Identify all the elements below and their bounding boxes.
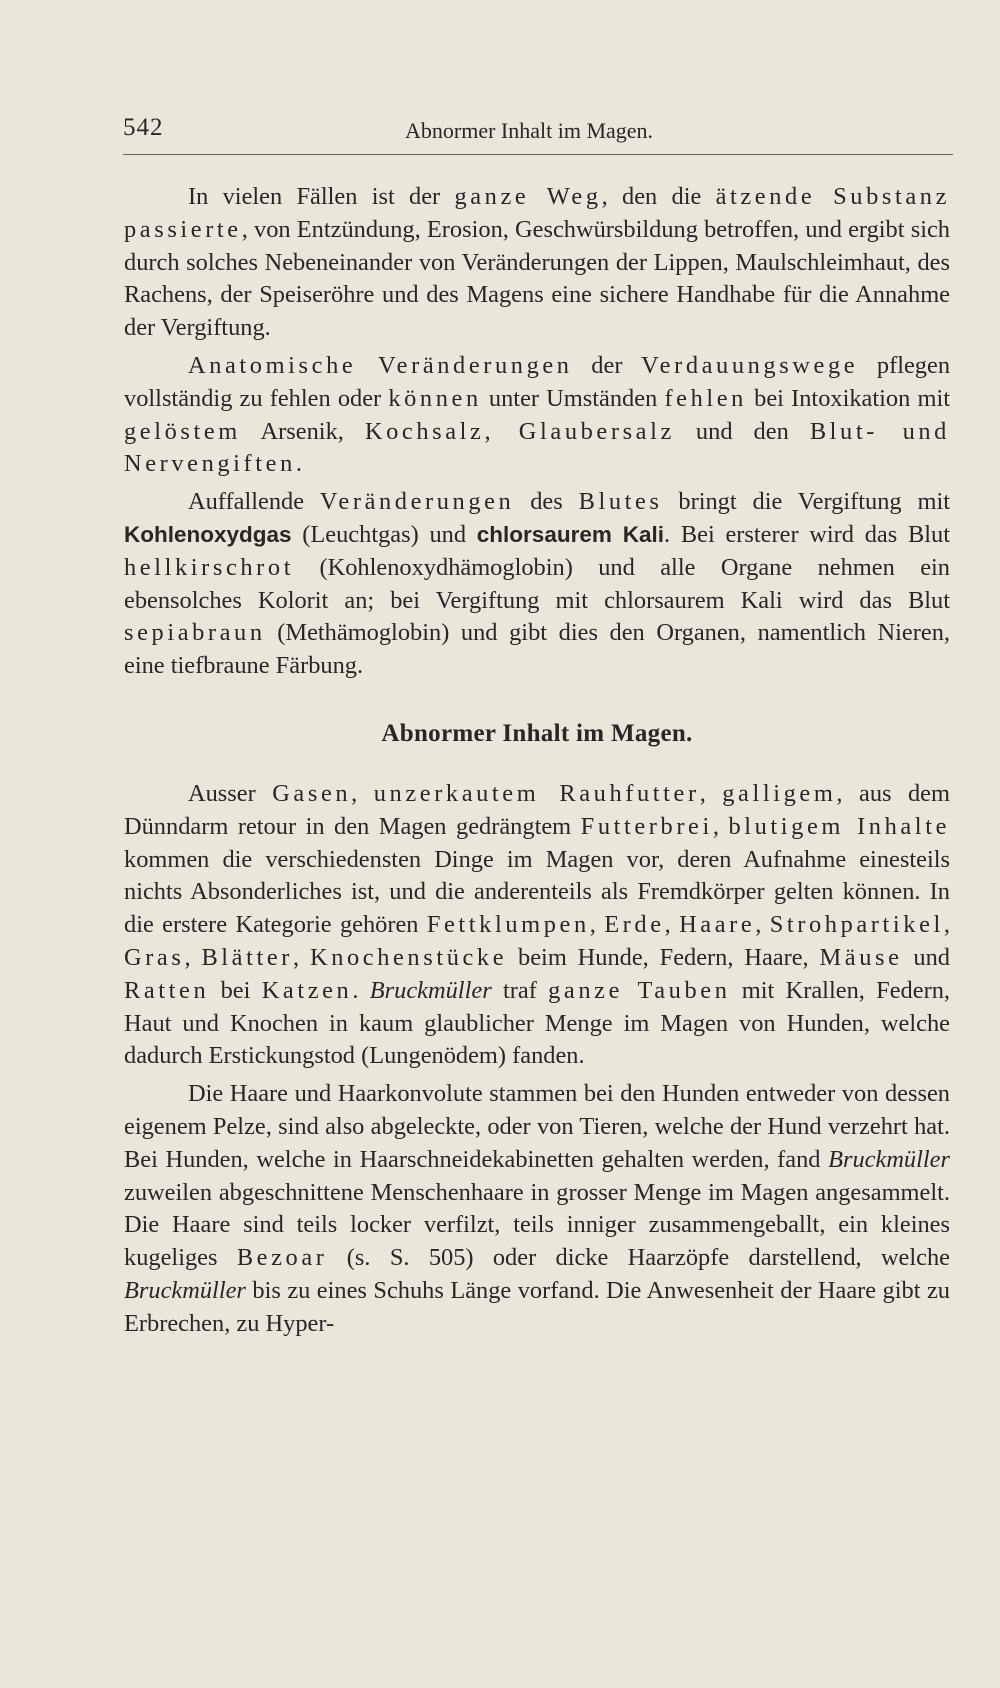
section-heading: Abnormer Inhalt im Magen. bbox=[381, 719, 693, 747]
spaced-emphasis: Gras bbox=[124, 943, 185, 971]
page-header bbox=[123, 114, 953, 155]
spaced-emphasis: ganze Tauben bbox=[548, 976, 731, 1004]
spaced-emphasis: Ratten bbox=[124, 976, 210, 1004]
author-name: Bruckmüller bbox=[828, 1145, 950, 1173]
spaced-emphasis: Mäuse bbox=[819, 943, 903, 971]
spaced-emphasis: galligem bbox=[722, 779, 837, 807]
spaced-emphasis: Blätter bbox=[201, 943, 294, 971]
paragraph-4: Ausser Gasen, unzerkautem Rauhfutter, galligem, aus dem Dünndarm retour in den Magen gedrängtem Futterbrei, blutigem Inhalte kommen die verschiedensten Dinge im Magen vor, deren Aufnahme einesteils nichts Absonderliches ist, und die anderenteils als Fremdkörper gelten können. In die erstere Kategorie gehören Fettklumpen, Erde, Haare, Strohpartikel, Gras, Blätter, Knochenstücke beim Hunde, Federn, Haare, Mäuse und Ratten bei Katzen. Bruckmüller traf ganze Tauben mit Krallen, Federn, Haut und Knochen in kaum glaublicher Menge im Magen von Hunden, welche dadurch Erstickungstod (Lungenödem) fanden. bbox=[124, 779, 950, 1070]
spaced-emphasis: Kochsalz, Glaubersalz bbox=[364, 417, 675, 445]
spaced-emphasis: ganze Weg bbox=[454, 183, 602, 210]
bold-term: Kohlenoxydgas bbox=[124, 521, 292, 547]
spaced-emphasis: unzerkautem Rauhfutter bbox=[373, 779, 700, 807]
spaced-emphasis: Verdauungswege bbox=[641, 351, 859, 379]
paragraph-3: Auffallende Veränderungen des Blutes bringt die Vergiftung mit Kohlenoxydgas (Leuchtgas) und chlorsaurem Kali. Bei ersterer wird das Blut hellkirschrot (Kohlenoxydhämoglobin) und alle Organe nehmen ein ebensolches Kolorit an; bei Vergiftung mit chlorsaurem Kali wird das Blut sepiabraun (Methämoglobin) und gibt dies den Organen, namentlich Nieren, eine tiefbraune Färbung. bbox=[124, 488, 950, 680]
spaced-emphasis: Katzen bbox=[261, 976, 353, 1004]
spaced-emphasis: Blutes bbox=[578, 488, 663, 516]
spaced-emphasis: Strohpartikel bbox=[769, 911, 944, 939]
spaced-emphasis: Knochenstücke bbox=[309, 943, 508, 971]
author-name: Bruckmüller bbox=[124, 1276, 246, 1304]
paragraph-2: Anatomische Veränderungen der Verdauungswege pflegen vollständig zu fehlen oder können unter Umständen fehlen bei Intoxikation mit gelöstem Arsenik, Kochsalz, Glaubersalz und den Blut- und Nervengiften. bbox=[124, 351, 951, 478]
author-name: Bruckmüller bbox=[369, 976, 492, 1004]
spaced-emphasis: hellkirschrot bbox=[124, 553, 295, 581]
running-title: Abnormer Inhalt im Magen. bbox=[405, 118, 654, 143]
bold-term: chlorsaurem Kali bbox=[476, 521, 665, 547]
paragraph-1: In vielen Fällen ist der ganze Weg, den die ätzende Substanz passierte, von Entzündung, Erosion, Geschwürsbildung betroffen, und ergibt sich durch solches Nebeneinander von Veränderungen der Lippen, Maulschleimhaut, des Rachens, der Speiseröhre und des Magens eine sichere Handhabe für die Annahme der Vergiftung. bbox=[124, 183, 950, 342]
spaced-emphasis: können bbox=[388, 384, 482, 412]
page-number: 542 bbox=[123, 114, 164, 141]
body-text bbox=[124, 181, 950, 1341]
spaced-emphasis: Haare bbox=[679, 911, 756, 939]
spaced-emphasis: Fettklumpen bbox=[426, 911, 590, 939]
spaced-emphasis: sepiabraun bbox=[124, 619, 266, 647]
spaced-emphasis: Anatomische Veränderungen bbox=[188, 351, 573, 379]
spaced-emphasis: Erde bbox=[604, 911, 665, 939]
paragraph-5: Die Haare und Haarkonvolute stammen bei den Hunden entweder von dessen eigenem Pelze, sind also abgeleckte, oder von Tieren, welche der Hund verzehrt hat. Bei Hunden, welche in Haarschneidekabinetten gehalten werden, fand Bruckmüller zuweilen abgeschnittene Menschenhaare in grosser Menge im Magen angesammelt. Die Haare sind teils locker verfilzt, teils inniger zusammengeballt, ein kleines kugeliges Bezoar (s. S. 505) oder dicke Haarzöpfe darstellend, welche Bruckmüller bis zu eines Schuhs Länge vorfand. Die Anwesenheit der Haare gibt zu Erbrechen, zu Hyper- bbox=[124, 1080, 951, 1337]
spaced-emphasis: gelöstem bbox=[124, 417, 241, 445]
spaced-emphasis: Veränderungen bbox=[319, 488, 515, 516]
spaced-emphasis: blutigem Inhalte bbox=[728, 812, 950, 840]
spaced-emphasis: fehlen bbox=[664, 384, 747, 412]
spaced-emphasis: Bezoar bbox=[236, 1244, 328, 1272]
spaced-emphasis: ätzende Substanz passierte bbox=[124, 183, 950, 243]
spaced-emphasis: Futterbrei bbox=[580, 812, 713, 840]
spaced-emphasis: Gasen bbox=[272, 779, 352, 807]
spaced-emphasis: Blut- und Nervengiften. bbox=[124, 417, 950, 478]
